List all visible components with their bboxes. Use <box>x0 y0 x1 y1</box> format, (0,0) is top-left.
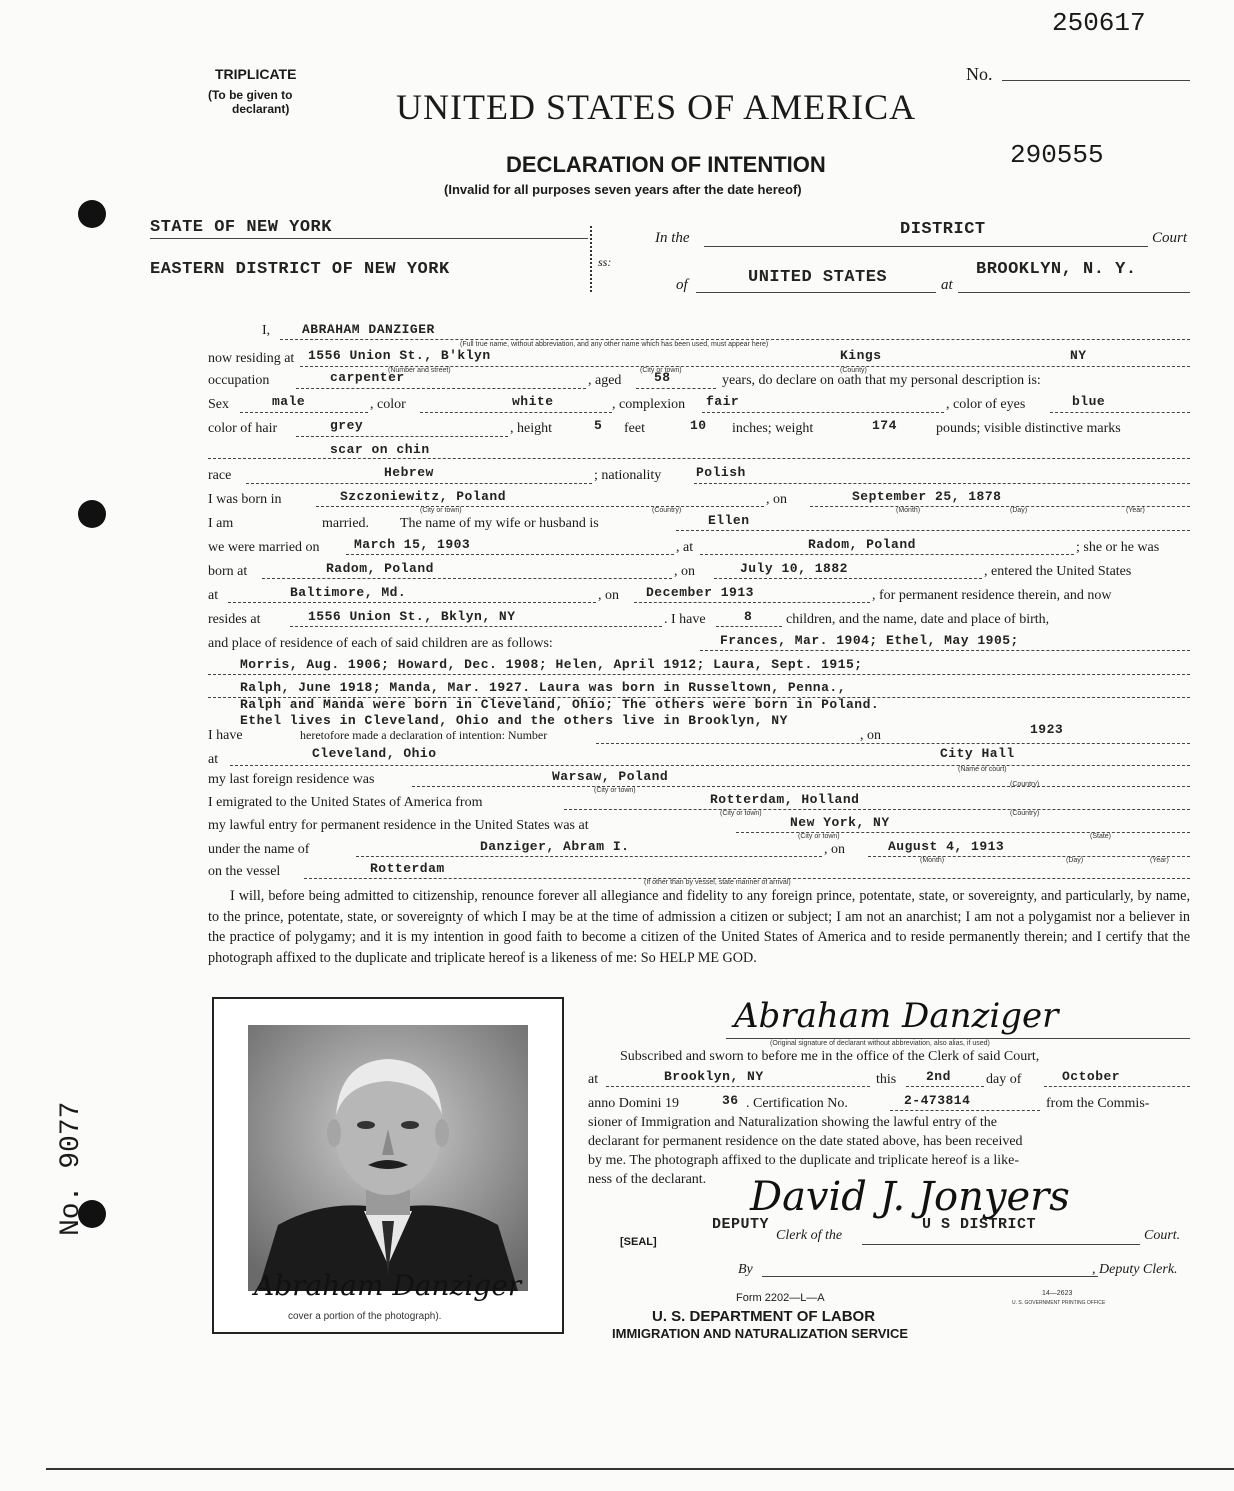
race-label: race <box>208 468 232 483</box>
married-status: married. <box>322 516 370 531</box>
entry-date-line <box>634 602 870 603</box>
hair-line <box>296 436 508 437</box>
city-note: (City or town) <box>640 367 682 374</box>
sex-label: Sex <box>208 397 229 412</box>
court-note: (Name of court) <box>958 766 1007 773</box>
court-location: BROOKLYN, N. Y. <box>976 260 1137 279</box>
seal-label: [SEAL] <box>620 1236 657 1248</box>
declarant-photo-frame <box>212 997 564 1334</box>
venue-state: STATE OF NEW YORK <box>150 218 332 237</box>
entered-label: , entered the United States <box>984 564 1132 579</box>
court-label: Court. <box>1144 1228 1181 1243</box>
aged-label: , aged <box>588 373 622 388</box>
children-list-line: Ralph, June 1918; Manda, Mar. 1927. Laura was born in Russeltown, Penna., <box>240 680 846 695</box>
of-label: of <box>676 277 688 293</box>
side-number: No. 9077 <box>56 1101 87 1236</box>
lawful-entry-place: New York, NY <box>790 815 890 830</box>
marriage-at-label: , at <box>676 540 694 555</box>
year-note: (Year) <box>1126 507 1145 514</box>
marriage-place-line <box>700 554 1074 555</box>
prev-declaration-label: I have <box>208 728 243 743</box>
under-name-value: Danziger, Abram I. <box>480 839 630 854</box>
venue-line <box>150 238 588 239</box>
county-note: (County) <box>840 367 867 374</box>
at-label: at <box>941 277 953 293</box>
signature-line <box>726 1038 1190 1039</box>
clerk-signature: David J. Jonyers <box>750 1174 1070 1220</box>
certification-number: 2-473814 <box>904 1093 971 1108</box>
foreign-residence-label: my last foreign residence was <box>208 772 375 787</box>
vessel-label: on the vessel <box>208 864 281 879</box>
spouse-birthdate-value: July 10, 1882 <box>740 561 848 576</box>
complexion-label: , complexion <box>612 397 686 412</box>
color-value: white <box>512 394 554 409</box>
punch-hole <box>78 200 106 228</box>
eyes-value: blue <box>1072 394 1106 409</box>
day-note: (Day) <box>1066 857 1084 864</box>
no-label: No. <box>966 64 993 84</box>
at-label: at <box>208 752 219 767</box>
deputy-clerk-label: , Deputy Clerk. <box>1092 1262 1178 1277</box>
i-have-label: . I have <box>664 612 706 627</box>
clerk-of-label: Clerk of the <box>776 1228 843 1243</box>
portrait-image <box>248 1025 528 1291</box>
age-value: 58 <box>654 370 671 385</box>
by-label: By <box>738 1262 753 1277</box>
emigrated-line <box>564 809 1190 810</box>
month-note: (Month) <box>920 857 945 864</box>
wife-label: The name of my wife or husband is <box>400 516 599 531</box>
street-note: (Number and street) <box>388 367 451 374</box>
prev-declaration-date: 1923 <box>1030 722 1064 737</box>
hair-label: color of hair <box>208 421 278 436</box>
on-label: , on <box>674 564 695 579</box>
country-note: (Country) <box>1010 810 1040 817</box>
spouse-residence-value: 1556 Union St., Bklyn, NY <box>308 609 516 624</box>
children-intro: and place of residence of each of said children are as follows: <box>208 636 553 651</box>
eyes-label: , color of eyes <box>946 397 1026 412</box>
sworn-month-line <box>1044 1086 1190 1087</box>
on-label: , on <box>824 842 845 857</box>
deputy-stamp: DEPUTY <box>712 1216 770 1233</box>
print-office: U. S. GOVERNMENT PRINTING OFFICE <box>1012 1300 1106 1306</box>
residing-label: now residing at <box>208 351 295 366</box>
complexion-line <box>702 412 944 413</box>
entry-place-value: Baltimore, Md. <box>290 585 407 600</box>
day-note: (Day) <box>1010 507 1028 514</box>
court-stamp: U S DISTRICT <box>922 1216 1037 1233</box>
years-label: years, do declare on oath that my personal description is: <box>722 373 1041 388</box>
pounds-label: pounds; visible distinctive marks <box>936 421 1121 436</box>
this-label: this <box>876 1072 897 1087</box>
born-label: I was born in <box>208 492 282 507</box>
form-number: Form 2202—L—A <box>736 1292 825 1304</box>
city-note: (City or town) <box>594 787 636 794</box>
children-list-line: Ethel lives in Cleveland, Ohio and the others live in Brooklyn, NY <box>240 713 788 728</box>
emigrated-from-value: Rotterdam, Holland <box>710 792 860 807</box>
certification-text: from the Commis- <box>1046 1096 1150 1111</box>
venue-bracket <box>590 226 596 292</box>
age-line <box>636 388 716 389</box>
declaration-number: 290555 <box>1010 140 1104 170</box>
day-of-label: day of <box>986 1072 1022 1087</box>
occupation-line <box>296 388 586 389</box>
court-label: Court <box>1152 230 1188 246</box>
on-label: , on <box>766 492 787 507</box>
in-the-label: In the <box>655 230 690 246</box>
under-name-label: under the name of <box>208 842 310 857</box>
children-count-line <box>716 626 782 627</box>
color-line <box>420 412 612 413</box>
permanent-label: , for permanent residence therein, and now <box>872 588 1112 603</box>
sworn-place-line <box>606 1086 870 1087</box>
marriage-date-line <box>346 554 674 555</box>
no-line <box>1002 80 1190 81</box>
nationality-label: ; nationality <box>594 468 662 483</box>
declarant-photo <box>248 1025 528 1291</box>
court-name-line <box>696 292 936 293</box>
under-name-line <box>356 856 822 857</box>
certification-label: . Certification No. <box>746 1096 848 1111</box>
residence-county: Kings <box>840 348 882 363</box>
height-inches-value: 10 <box>690 418 707 433</box>
prev-declaration-text: heretofore made a declaration of intention: Number <box>300 728 548 742</box>
resides-label: resides at <box>208 612 261 627</box>
hair-value: grey <box>330 418 364 433</box>
inches-label: inches; weight <box>732 421 814 436</box>
residence-state: NY <box>1070 348 1087 363</box>
entry-date-value: December 1913 <box>646 585 754 600</box>
country-note: (Country) <box>1010 781 1040 788</box>
eyes-line <box>1050 412 1190 413</box>
court-line <box>704 246 1148 247</box>
children-line <box>700 650 1190 651</box>
sworn-month: October <box>1062 1069 1121 1084</box>
certification-text: by me. The photograph affixed to the duplicate and triplicate hereof is a like- <box>588 1153 1019 1168</box>
punch-hole <box>78 500 106 528</box>
country-note: (Country) <box>652 507 682 514</box>
spouse-birthdate-line <box>714 578 982 579</box>
prev-declaration-court: City Hall <box>940 746 1015 761</box>
triplicate-note: declarant) <box>232 102 290 116</box>
certification-text: sioner of Immigration and Naturalization showing the lawful entry of the <box>588 1115 998 1130</box>
print-code: 14—2623 <box>1042 1290 1073 1297</box>
clerk-line <box>862 1244 1140 1245</box>
race-value: Hebrew <box>384 465 434 480</box>
state-note: (State) <box>1090 833 1112 840</box>
i-label: I, <box>262 323 271 338</box>
month-note: (Month) <box>896 507 921 514</box>
wife-line <box>676 530 1190 531</box>
triplicate-note: (To be given to <box>208 88 293 102</box>
name-line <box>280 339 1190 340</box>
certification-text: declarant for permanent residence on the date stated above, has been received <box>588 1134 1023 1149</box>
anno-domini-label: anno Domini 19 <box>588 1096 679 1111</box>
sworn-place: Brooklyn, NY <box>664 1069 764 1084</box>
sworn-year: 36 <box>722 1093 739 1108</box>
year-note: (Year) <box>1150 857 1169 864</box>
children-list-line: Morris, Aug. 1906; Howard, Dec. 1908; Helen, April 1912; Laura, Sept. 1915; <box>240 657 863 672</box>
residence-address: 1556 Union St., B'klyn <box>308 348 491 363</box>
top-document-number: 250617 <box>1052 8 1146 38</box>
children-label: children, and the name, date and place of birth, <box>786 612 1050 627</box>
children-list-line: Ralph and Manda were born in Cleveland, Ohio; The others were born in Poland. <box>240 697 880 712</box>
signature-note: (Original signature of declarant without abbreviation, also alias, if used) <box>770 1040 990 1047</box>
married-label: I am <box>208 516 234 531</box>
children-count-value: 8 <box>744 609 753 624</box>
sex-value: male <box>272 394 306 409</box>
venue-district: EASTERN DISTRICT OF NEW YORK <box>150 260 450 279</box>
children-line <box>208 674 1190 675</box>
married-on-label: we were married on <box>208 540 320 555</box>
photo-signature: Abraham Danziger <box>254 1269 522 1302</box>
department-label: U. S. DEPARTMENT OF LABOR <box>652 1308 876 1325</box>
oath-paragraph: I will, before being admitted to citizenship, renounce forever all allegiance and fidelity to any foreign prince, potentate, state, or sovereignty, and particularly, by name, to the prince, potentate, state, or sovereignty of which I may be at the time of admission a citizen or subject; I am not an anarchist; I am not a polygamist nor a believer in the practice of polygamy; and it is my intention in good faith to become a citizen of the United States of America and to reside permanently therein; and I certify that the photograph affixed to the duplicate and triplicate hereof is a likeness of me: So HELP ME GOD. <box>208 888 1190 966</box>
page-bottom-edge <box>46 1468 1234 1470</box>
wife-value: Ellen <box>708 513 750 528</box>
city-note: (City or town) <box>720 810 762 817</box>
birthplace-line <box>316 506 764 507</box>
marks-line <box>208 458 1190 459</box>
prev-declaration-place: Cleveland, Ohio <box>312 746 437 761</box>
color-label: , color <box>370 397 406 412</box>
marriage-place-value: Radom, Poland <box>808 537 916 552</box>
page-title: UNITED STATES OF AMERICA <box>396 87 917 127</box>
distinctive-marks-value: scar on chin <box>330 442 430 457</box>
prev-place-line <box>230 765 1190 766</box>
triplicate-title: TRIPLICATE <box>215 66 297 82</box>
occupation-label: occupation <box>208 373 270 388</box>
marriage-date-value: March 15, 1903 <box>354 537 471 552</box>
at-label: at <box>588 1072 599 1087</box>
born-at-label: born at <box>208 564 248 579</box>
vessel-value: Rotterdam <box>370 861 445 876</box>
on-label: , on <box>598 588 619 603</box>
children-list-line: Frances, Mar. 1904; Ethel, May 1905; <box>720 633 1019 648</box>
deputy-line <box>762 1276 1098 1277</box>
weight-value: 174 <box>872 418 897 433</box>
birthplace-value: Szczoniewitz, Poland <box>340 489 507 504</box>
city-note: (City or town) <box>798 833 840 840</box>
entry-date-arrival: August 4, 1913 <box>888 839 1005 854</box>
entry-date-arrival-line <box>868 856 1190 857</box>
location-line <box>958 292 1190 293</box>
sworn-day: 2nd <box>926 1069 951 1084</box>
emigrated-label: I emigrated to the United States of America from <box>208 795 483 810</box>
vessel-note: (If other than by vessel, state manner of arrival) <box>644 879 791 886</box>
foreign-res-line <box>412 786 1190 787</box>
photo-caption: cover a portion of the photograph). <box>288 1311 442 1322</box>
birthdate-value: September 25, 1878 <box>852 489 1002 504</box>
occupation-value: carpenter <box>330 370 405 385</box>
name-note: (Full true name, without abbreviation, and any other name which has been used, must appear here) <box>460 341 769 348</box>
on-label: , on <box>860 728 881 743</box>
height-feet-value: 5 <box>594 418 603 433</box>
height-label: , height <box>510 421 552 436</box>
ss-label: ss: <box>598 255 612 269</box>
spouse-birthplace-value: Radom, Poland <box>326 561 434 576</box>
she-or-he-label: ; she or he was <box>1076 540 1160 555</box>
declarant-signature: Abraham Danziger <box>734 996 1059 1036</box>
form-subtitle: DECLARATION OF INTENTION <box>506 152 826 177</box>
court-name: UNITED STATES <box>748 268 888 287</box>
lawful-entry-label: my lawful entry for permanent residence in the United States was at <box>208 818 589 833</box>
entered-at-label: at <box>208 588 219 603</box>
cert-line <box>890 1110 1040 1111</box>
nationality-line <box>694 483 1190 484</box>
spouse-residence-line <box>290 626 662 627</box>
declarant-name: ABRAHAM DANZIGER <box>302 322 435 337</box>
certification-text: ness of the declarant. <box>588 1172 707 1187</box>
spouse-birthplace-line <box>262 578 672 579</box>
feet-label: feet <box>624 421 645 436</box>
sworn-text: Subscribed and sworn to before me in the office of the Clerk of said Court, <box>620 1049 1040 1064</box>
nationality-value: Polish <box>696 465 746 480</box>
foreign-residence-value: Warsaw, Poland <box>552 769 669 784</box>
service-label: IMMIGRATION AND NATURALIZATION SERVICE <box>612 1326 909 1341</box>
entry-place-line <box>228 602 596 603</box>
complexion-value: fair <box>706 394 740 409</box>
sworn-day-line <box>906 1086 984 1087</box>
city-note: (City or town) <box>420 507 462 514</box>
court-type: DISTRICT <box>900 220 986 239</box>
sex-line <box>240 412 368 413</box>
prev-decl-line <box>596 743 1190 744</box>
race-line <box>246 483 592 484</box>
invalid-note: (Invalid for all purposes seven years after the date hereof) <box>444 182 802 197</box>
